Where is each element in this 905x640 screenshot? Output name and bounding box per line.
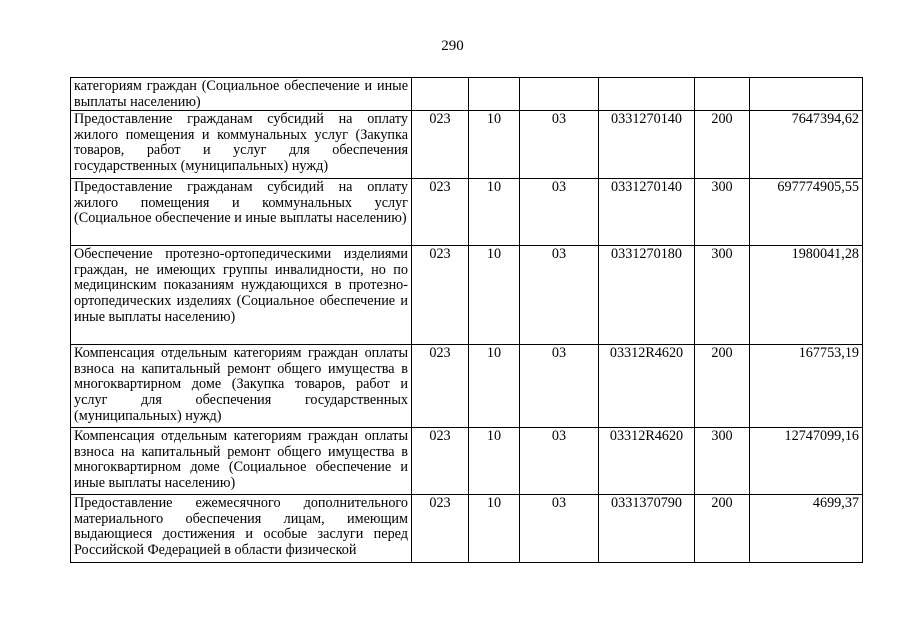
table-row — [71, 428, 863, 495]
expense-type-code-cell: 200 — [695, 111, 750, 179]
description-cell: Компенсация отдельным категориям граждан оплаты взноса на капитальный ремонт общего имущества в многоквартирном доме (Социальное обеспечение и иные выплаты населению) — [71, 428, 412, 495]
target-article-code-cell: 03312R4620 — [599, 345, 695, 428]
section-code-cell: 10 — [469, 495, 520, 563]
description-cell: Обеспечение протезно-ортопедическими изделиями граждан, не имеющих группы инвалидности, но по медицинским показаниям нуждающихся в протезно-ортопедических изделиях (Социальное обеспечение и иные выплаты населению) — [71, 246, 412, 345]
table-row — [71, 179, 863, 246]
table-row — [71, 495, 863, 563]
expense-type-code-cell: 200 — [695, 345, 750, 428]
amount-cell: 1980041,28 — [750, 246, 863, 345]
description-cell: Предоставление ежемесячного дополнительного материального обеспечения лицам, имеющим выдающиеся достижения и особые заслуги перед Российской Федерацией в области физической — [71, 495, 412, 563]
department-code-cell — [412, 78, 469, 111]
table-row — [71, 78, 863, 111]
budget-table — [70, 77, 863, 563]
subsection-code-cell — [520, 78, 599, 111]
description-cell: Предоставление гражданам субсидий на оплату жилого помещения и коммунальных услуг (Закупка товаров, работ и услуг для обеспечения государственных (муниципальных) нужд) — [71, 111, 412, 179]
amount-cell: 697774905,55 — [750, 179, 863, 246]
description-cell: категориям граждан (Социальное обеспечение и иные выплаты населению) — [71, 78, 412, 111]
department-code-cell: 023 — [412, 495, 469, 563]
section-code-cell: 10 — [469, 345, 520, 428]
description-cell: Компенсация отдельным категориям граждан оплаты взноса на капитальный ремонт общего имущества в многоквартирном доме (Закупка товаров, работ и услуг для обеспечения государственных (муниципальных) нужд) — [71, 345, 412, 428]
description-cell: Предоставление гражданам субсидий на оплату жилого помещения и коммунальных услуг (Социальное обеспечение и иные выплаты населению) — [71, 179, 412, 246]
section-code-cell — [469, 78, 520, 111]
page-number: 290 — [441, 38, 464, 54]
target-article-code-cell: 03312R4620 — [599, 428, 695, 495]
target-article-code-cell: 0331270140 — [599, 111, 695, 179]
amount-cell: 4699,37 — [750, 495, 863, 563]
amount-cell: 12747099,16 — [750, 428, 863, 495]
section-code-cell: 10 — [469, 179, 520, 246]
subsection-code-cell: 03 — [520, 111, 599, 179]
subsection-code-cell: 03 — [520, 179, 599, 246]
expense-type-code-cell: 300 — [695, 179, 750, 246]
table-row — [71, 345, 863, 428]
subsection-code-cell: 03 — [520, 345, 599, 428]
table-row — [71, 246, 863, 345]
subsection-code-cell: 03 — [520, 246, 599, 345]
expense-type-code-cell — [695, 78, 750, 111]
table-row — [71, 111, 863, 179]
section-code-cell: 10 — [469, 428, 520, 495]
amount-cell — [750, 78, 863, 111]
target-article-code-cell: 0331270140 — [599, 179, 695, 246]
amount-cell: 167753,19 — [750, 345, 863, 428]
section-code-cell: 10 — [469, 111, 520, 179]
target-article-code-cell: 0331370790 — [599, 495, 695, 563]
target-article-code-cell — [599, 78, 695, 111]
department-code-cell: 023 — [412, 179, 469, 246]
subsection-code-cell: 03 — [520, 495, 599, 563]
expense-type-code-cell: 300 — [695, 246, 750, 345]
subsection-code-cell: 03 — [520, 428, 599, 495]
expense-type-code-cell: 200 — [695, 495, 750, 563]
department-code-cell: 023 — [412, 111, 469, 179]
amount-cell: 7647394,62 — [750, 111, 863, 179]
department-code-cell: 023 — [412, 246, 469, 345]
expense-type-code-cell: 300 — [695, 428, 750, 495]
section-code-cell: 10 — [469, 246, 520, 345]
department-code-cell: 023 — [412, 345, 469, 428]
department-code-cell: 023 — [412, 428, 469, 495]
target-article-code-cell: 0331270180 — [599, 246, 695, 345]
